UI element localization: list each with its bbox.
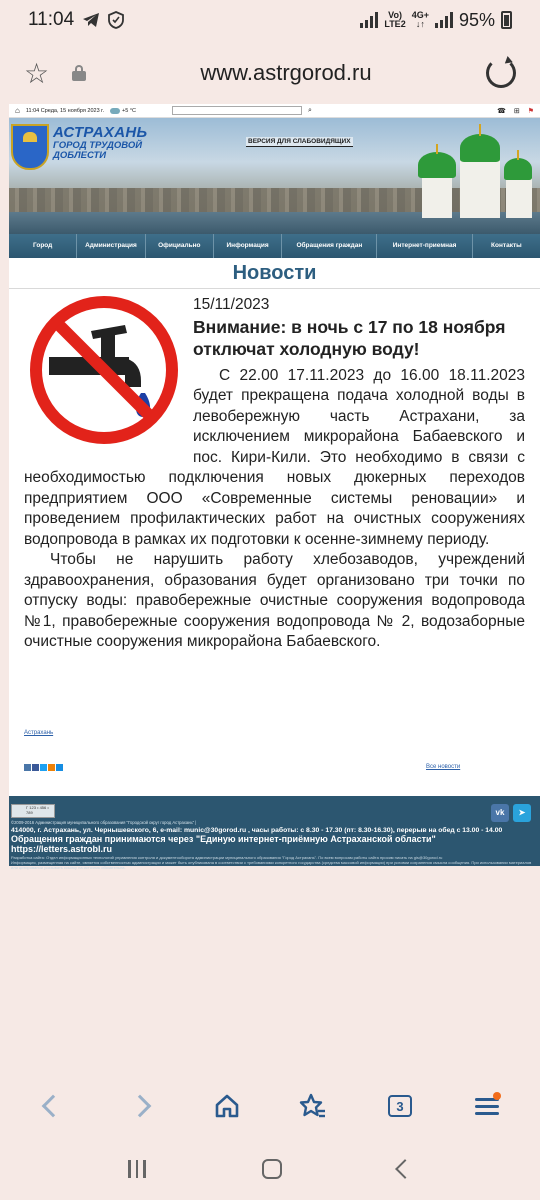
vk-icon[interactable]: vk — [491, 804, 509, 822]
footer-dev-note: Разработка сайта: Отдел информационных технологий управления контроля и документооборота администрации муниципального образования "Город Астрахань". По всем вопросам работы сайта просим писать на gis@30gorod.ru — [11, 855, 443, 860]
status-left — [28, 9, 124, 31]
shield-icon — [108, 11, 124, 29]
android-nav-bar — [0, 1138, 540, 1200]
topbar-right — [497, 107, 534, 115]
share-ok-icon[interactable] — [48, 764, 55, 771]
visit-counter[interactable]: Г 123 • 456 • 789 — [11, 804, 55, 818]
chevron-right-icon — [129, 1095, 152, 1118]
all-news-link[interactable]: Все новости — [426, 764, 461, 770]
chevron-left-icon — [42, 1095, 65, 1118]
footer-legal-note: Информация, размещенная на сайте, является собственностью администрации и может быть опубликована в соответствии с требованиями конкретного государства (средства массовой информации) при условии сохранения смысла сообщения. При использовании материалов или цитировании указывать ссылку на источник обязательна. — [11, 860, 532, 870]
site-nav — [9, 234, 540, 258]
logo-line-2: ГОРОД ТРУДОВОЙ — [53, 140, 143, 151]
english-flag-icon[interactable]: ⚑ — [527, 107, 534, 115]
site-footer — [9, 796, 540, 870]
network-type-label: 4G+ — [411, 10, 429, 20]
search-icon[interactable]: ⌕ — [308, 106, 312, 114]
recent-apps-button[interactable] — [128, 1160, 146, 1178]
logo-line-1: АСТРАХАНЬ — [53, 124, 148, 141]
article-paragraph-2: Чтобы не нарушить работу хлебозаводов, учреждений здравоохранения, образования будет организовано три точки по отпуску воды: правобережные очистные сооружения водопровода №1, правобережные сооружения водопровода № 2, водозаборные очистные сооружения микрорайона Бабаевского. — [24, 551, 525, 650]
article-title: Внимание: в ночь с 17 по 18 ноября отключат холодную воду! — [193, 316, 506, 359]
battery-percent: 95% — [458, 9, 495, 30]
sitemap-icon[interactable]: ⊞ — [513, 107, 520, 115]
home-icon[interactable]: ⌂ — [15, 106, 20, 115]
footer-appeals[interactable]: Обращения граждан принимаются через "Единую интернет-приёмную Астраханской области" https://letters.astrobl.ru — [11, 834, 436, 854]
footer-socials — [491, 804, 531, 822]
no-water-icon — [29, 295, 179, 445]
share-buttons — [24, 764, 63, 771]
phone-icon[interactable]: ☎ — [497, 107, 506, 115]
browser-toolbar — [0, 1074, 540, 1138]
footer-address — [11, 827, 536, 855]
tabs-count: 3 — [388, 1095, 412, 1117]
nav-item-information[interactable]: Информация — [214, 234, 282, 258]
android-back-button[interactable] — [395, 1159, 415, 1179]
nav-item-official[interactable]: Официально — [146, 234, 214, 258]
visually-impaired-link[interactable]: ВЕРСИЯ ДЛЯ СЛАБОВИДЯЩИХ — [248, 138, 351, 145]
battery-icon — [501, 11, 512, 29]
article-paragraph-1: С 22.00 17.11.2023 до 16.00 18.11.2023 будет прекращена подача холодной воды в левобережную часть Астрахани, за исключением микрорайона Бабаевского и пос. Кири-Кили. Это необходимо в связи с необходимостью подключения новых дюкерных переходов предприятием ООО «Современные системы реновации» и проведением профилактических работ на очистных сооружениях водопровода в рамках их подготовки к осенне-зимнему периоду. — [24, 366, 525, 548]
telegram-icon — [82, 12, 100, 28]
share-mail-icon[interactable] — [56, 764, 63, 771]
star-list-icon — [299, 1092, 327, 1120]
menu-button[interactable] — [467, 1086, 507, 1126]
android-home-button[interactable] — [262, 1159, 282, 1179]
site-datetime: 11:04 Среда, 15 ноября 2023 г. — [25, 107, 105, 114]
footer-copyright: ©2009-2016 Администрация муниципального образования "Городской округ город Астрахань" | — [11, 820, 197, 825]
weather-temp: +5 °C — [122, 107, 137, 114]
telegram-social-icon[interactable]: ➤ — [513, 804, 531, 822]
web-page — [9, 104, 540, 870]
status-right — [360, 10, 512, 31]
logo-text — [53, 124, 147, 161]
signal-icon-2 — [435, 12, 453, 28]
share-vk-icon[interactable] — [24, 764, 31, 771]
network-label — [384, 11, 405, 29]
bookmarks-button[interactable] — [293, 1086, 333, 1126]
address-bar — [0, 42, 540, 104]
notification-dot — [493, 1092, 501, 1100]
house-icon — [214, 1093, 240, 1119]
news-article — [9, 289, 540, 653]
network-type: 4G+ ↓↑ — [411, 10, 429, 29]
share-facebook-icon[interactable] — [32, 764, 39, 771]
site-logo[interactable] — [11, 124, 147, 170]
section-title: Новости — [9, 258, 540, 289]
home-button[interactable] — [207, 1086, 247, 1126]
url-field[interactable]: www.astrgorod.ru — [200, 60, 372, 85]
nav-item-administration[interactable]: Администрация — [77, 234, 145, 258]
status-bar — [0, 0, 540, 40]
nav-item-city[interactable]: Город — [9, 234, 77, 258]
article-date: 15/11/2023 — [193, 296, 270, 313]
nav-item-reception[interactable]: Интернет-приемная — [377, 234, 472, 258]
network-label-bottom: LTE2 — [384, 19, 406, 29]
bookmark-star-icon[interactable]: ☆ — [24, 57, 50, 89]
weather — [110, 108, 136, 114]
reload-icon[interactable] — [486, 58, 516, 88]
tag-link[interactable]: Астрахань — [24, 730, 54, 736]
lock-icon[interactable] — [72, 65, 86, 81]
forward-button[interactable] — [120, 1086, 160, 1126]
signal-icon — [360, 12, 378, 28]
kremlin-illustration — [414, 122, 532, 218]
status-time: 11:04 — [28, 9, 75, 30]
network-label-top: Vo) — [388, 10, 402, 20]
nav-item-contacts[interactable]: Контакты — [491, 242, 522, 249]
nav-item-appeals[interactable]: Обращения граждан — [282, 234, 377, 258]
share-twitter-icon[interactable] — [40, 764, 47, 771]
logo-line-3: ДОБЛЕСТИ — [53, 150, 107, 161]
site-search-input[interactable] — [172, 106, 302, 115]
back-button[interactable] — [33, 1086, 73, 1126]
footer-address-text: 414000, г. Астрахань, ул. Чернышевского, 6, e-mail: munic@30gorod.ru , часы работы: с 8.30 - 17.30 (пт: 8.30-16.30), перерыв на обед с 13.00 - 14.00 — [11, 827, 503, 834]
coat-of-arms-icon — [11, 124, 49, 170]
site-topbar — [9, 104, 540, 118]
site-banner — [9, 118, 540, 234]
tabs-button[interactable] — [380, 1086, 420, 1126]
cloud-icon — [110, 108, 120, 114]
